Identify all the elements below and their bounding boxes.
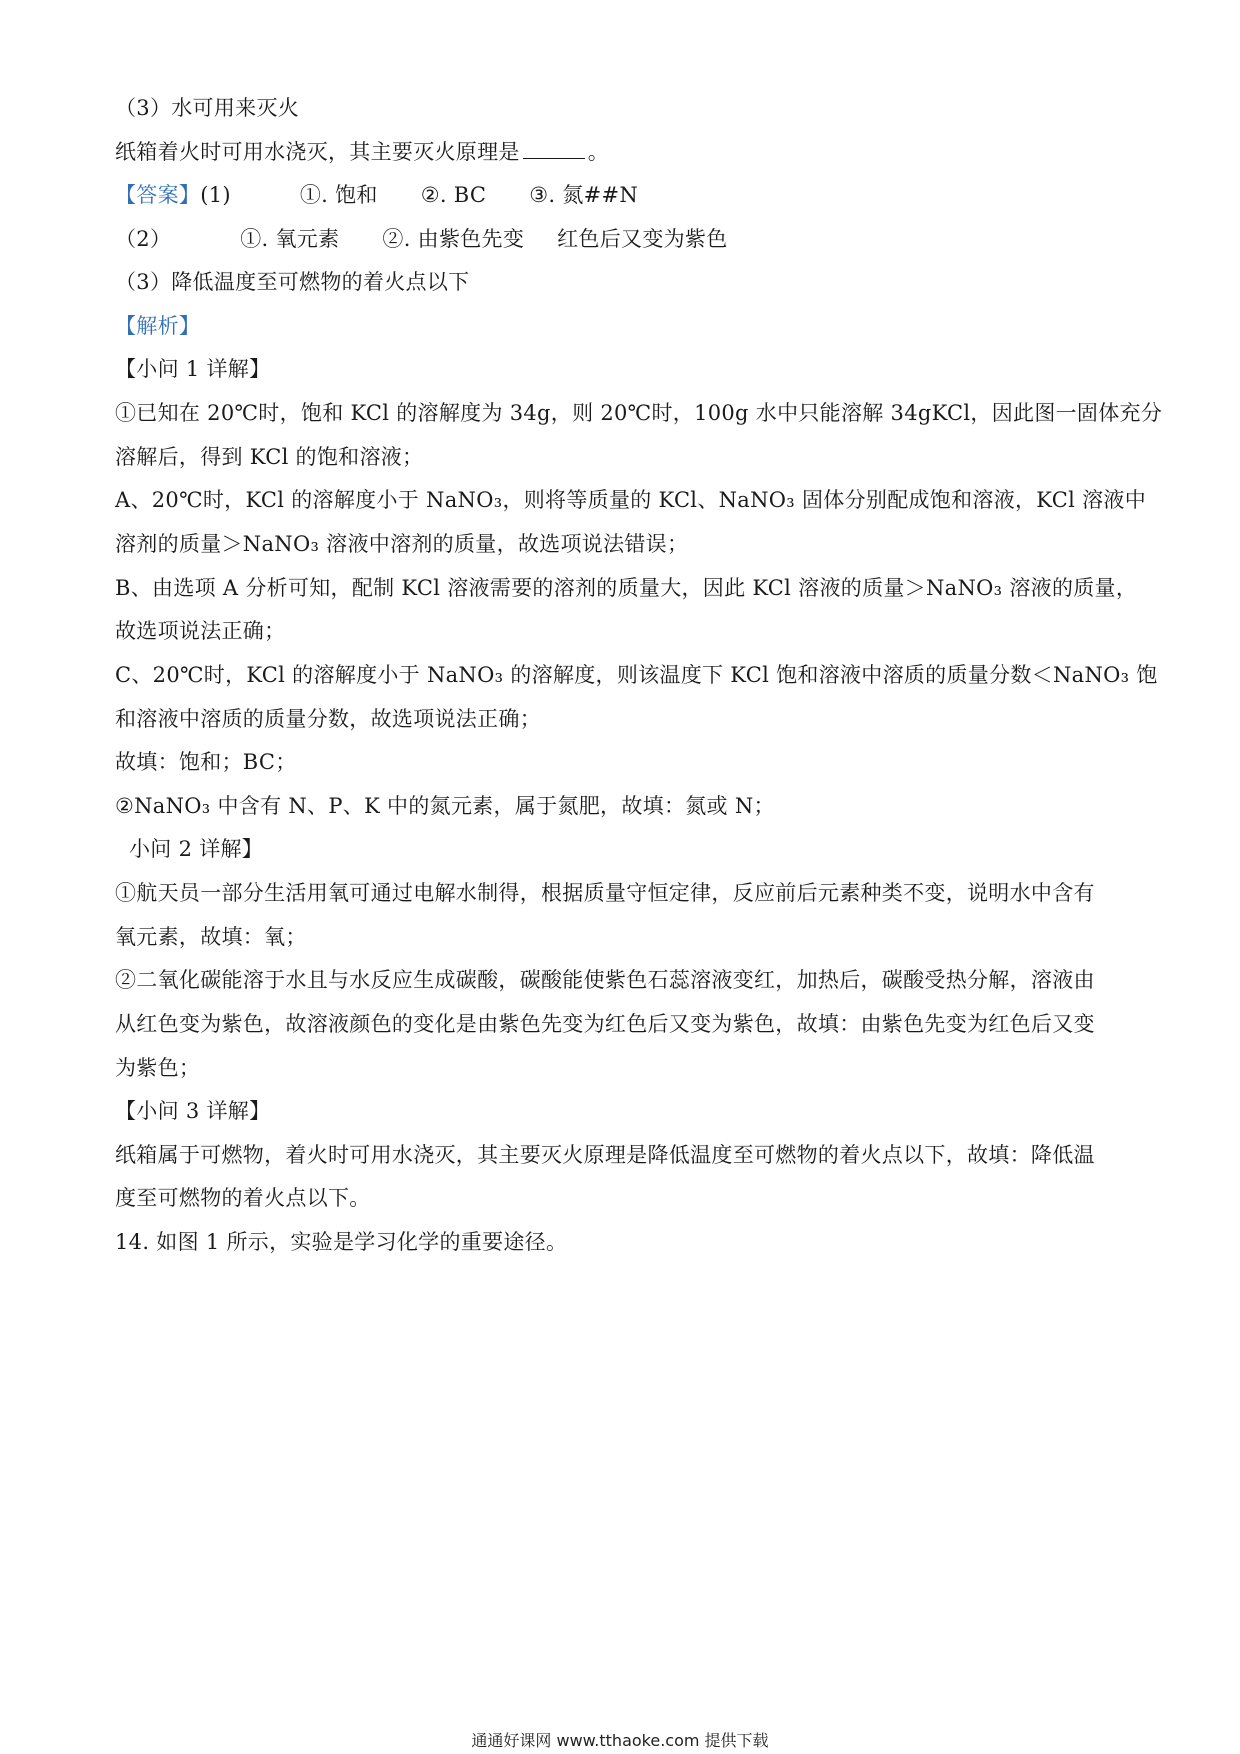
- detail-1-line-8: 和溶液中溶质的质量分数，故选项说法正确；: [115, 707, 541, 731]
- detail-1-line-1: ①已知在 20℃时，饱和 KCl 的溶解度为 34g，则 20℃时，100g 水中只能溶解 34gKCl，因此图一固体充分: [115, 401, 1163, 425]
- detail-3-title: 【小问 3 详解】: [115, 1099, 271, 1123]
- detail-2-line-4: 从红色变为紫色，故溶液颜色的变化是由紫色先变为红色后又变为紫色，故填：由紫色先变为红色后又变: [115, 1012, 1095, 1036]
- detail-1-title: 【小问 1 详解】: [115, 357, 271, 381]
- analysis-label: 【解析】: [115, 314, 201, 338]
- detail-1-line-7: C、20℃时，KCl 的溶解度小于 NaNO₃ 的溶解度，则该温度下 KCl 饱和溶液中溶质的质量分数＜NaNO₃ 饱: [115, 663, 1158, 687]
- q3-question-text: 纸箱着火时可用水浇灭，其主要灭火原理是: [115, 140, 520, 164]
- detail-1-line-10: ②NaNO₃ 中含有 N、P、K 中的氮元素，属于氮肥，故填：氮或 N；: [115, 794, 775, 818]
- answer-2-number: （2）: [115, 227, 172, 251]
- detail-1-line-3: A、20℃时，KCl 的溶解度小于 NaNO₃，则将等质量的 KCl、NaNO₃ 固体分别配成饱和溶液，KCl 溶液中: [115, 488, 1146, 512]
- answer-2-a: ①. 氧元素: [240, 227, 340, 251]
- detail-2-line-5: 为紫色；: [115, 1056, 201, 1080]
- answer-1-number: (1): [200, 183, 231, 207]
- footer-watermark: 通通好课网 www.tthaoke.com 提供下载: [471, 1731, 769, 1750]
- detail-1-line-6: 故选项说法正确；: [115, 619, 286, 643]
- answer-1-b: ②. BC: [420, 183, 487, 207]
- q3-question: [115, 137, 1125, 167]
- detail-1-line-9: 故填：饱和；BC；: [115, 750, 297, 774]
- answer-1-a: ①. 饱和: [299, 183, 378, 207]
- detail-2-line-1: ①航天员一部分生活用氧可通过电解水制得，根据质量守恒定律，反应前后元素种类不变，说明水中含有: [115, 881, 1095, 905]
- answer-line-2: [115, 224, 1125, 254]
- q3-title: （3）水可用来灭火: [115, 96, 300, 120]
- detail-1-line-4: 溶剂的质量＞NaNO₃ 溶液中溶剂的质量，故选项说法错误；: [115, 532, 689, 556]
- detail-2-line-3: ②二氧化碳能溶于水且与水反应生成碳酸，碳酸能使紫色石蕊溶液变红，加热后，碳酸受热分解，溶液由: [115, 968, 1095, 992]
- detail-3-line-2: 度至可燃物的着火点以下。: [115, 1186, 371, 1210]
- detail-2-title: 小问 2 详解】: [129, 837, 264, 861]
- answer-2-b: ②. 由紫色先变: [382, 227, 525, 251]
- answer-1-c: ③. 氮##N: [529, 183, 639, 207]
- detail-1-line-5: B、由选项 A 分析可知，配制 KCl 溶液需要的溶剂的质量大，因此 KCl 溶液的质量＞NaNO₃ 溶液的质量，: [115, 576, 1138, 600]
- q3-question-end: 。: [587, 140, 610, 164]
- answer-line-1: [115, 180, 1125, 210]
- answer-blank: [523, 138, 585, 159]
- detail-3-line-1: 纸箱属于可燃物，着火时可用水浇灭，其主要灭火原理是降低温度至可燃物的着火点以下，故填：降低温: [115, 1143, 1095, 1167]
- answer-2-c: 红色后又变为紫色: [557, 227, 728, 251]
- answer-label: 【答案】: [115, 183, 201, 207]
- question-14: 14. 如图 1 所示，实验是学习化学的重要途径。: [115, 1230, 568, 1254]
- detail-1-line-2: 溶解后，得到 KCl 的饱和溶液；: [115, 445, 424, 469]
- answer-line-3: （3）降低温度至可燃物的着火点以下: [115, 270, 470, 294]
- detail-2-line-2: 氧元素，故填：氧；: [115, 925, 307, 949]
